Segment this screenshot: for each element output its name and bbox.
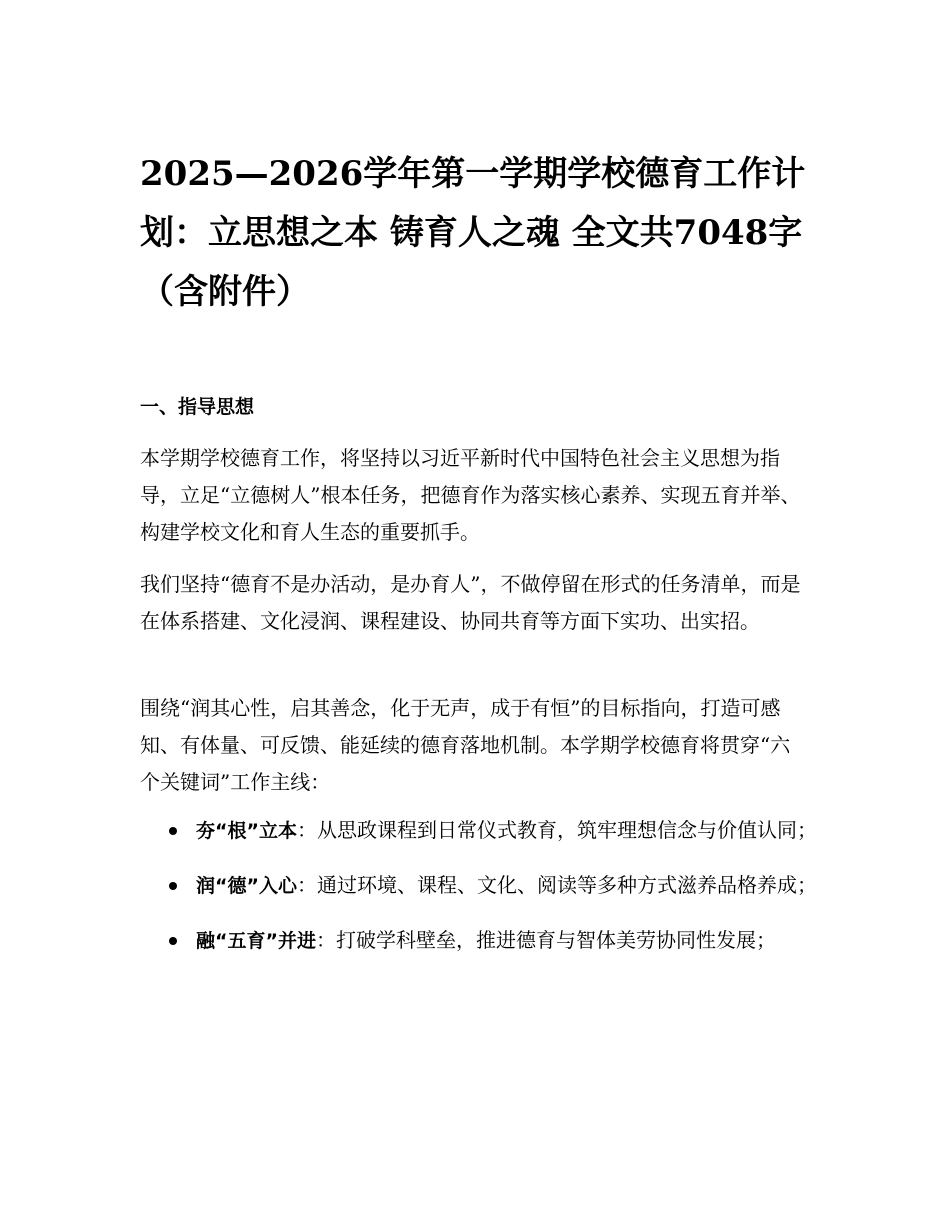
- paragraph-1: 本学期学校德育工作，将坚持以习近平新时代中国特色社会主义思想为指导，立足“立德树人”根本任务，把德育作为落实核心素养、实现五育并举、构建学校文化和育人生态的重要抓手。: [140, 446, 801, 544]
- list-item-keyword: 夯“根”立本: [196, 820, 297, 842]
- list-item: [140, 922, 820, 960]
- list-item-text: ：从思政课程到日常仪式教育，筑牢理想信念与价值认同；: [296, 818, 817, 842]
- keyword-list: [140, 812, 820, 977]
- list-item: [140, 867, 820, 905]
- paragraph-2: 我们坚持“德育不是办活动，是办育人”，不做停留在形式的任务清单，而是在体系搭建、文化浸润、课程建设、协同共育等方面下实功、出实招。: [140, 572, 801, 633]
- document-title: 2025—2026学年第一学期学校德育工作计划：立思想之本 铸育人之魂 全文共7048字（含附件）: [140, 154, 806, 312]
- list-item-text: ：通过环境、课程、文化、阅读等多种方式滋养品格养成；: [296, 873, 817, 897]
- bullet-dot-icon: [169, 937, 177, 945]
- list-item-text: ：打破学科壁垒，推进德育与智体美劳协同性发展；: [315, 928, 776, 952]
- list-item-keyword: 润“德”入心: [196, 875, 297, 897]
- paragraph-3: 围绕“润其心性，启其善念，化于无声，成于有恒”的目标指向，打造可感知、有体量、可反馈、能延续的德育落地机制。本学期学校德育将贯穿“六个关键词”工作主线：: [140, 696, 791, 794]
- section-heading: 一、指导思想: [140, 396, 255, 418]
- list-item: [140, 812, 820, 850]
- bullet-dot-icon: [169, 882, 177, 890]
- bullet-dot-icon: [169, 827, 177, 835]
- list-item-keyword: 融“五育”并进: [196, 930, 316, 952]
